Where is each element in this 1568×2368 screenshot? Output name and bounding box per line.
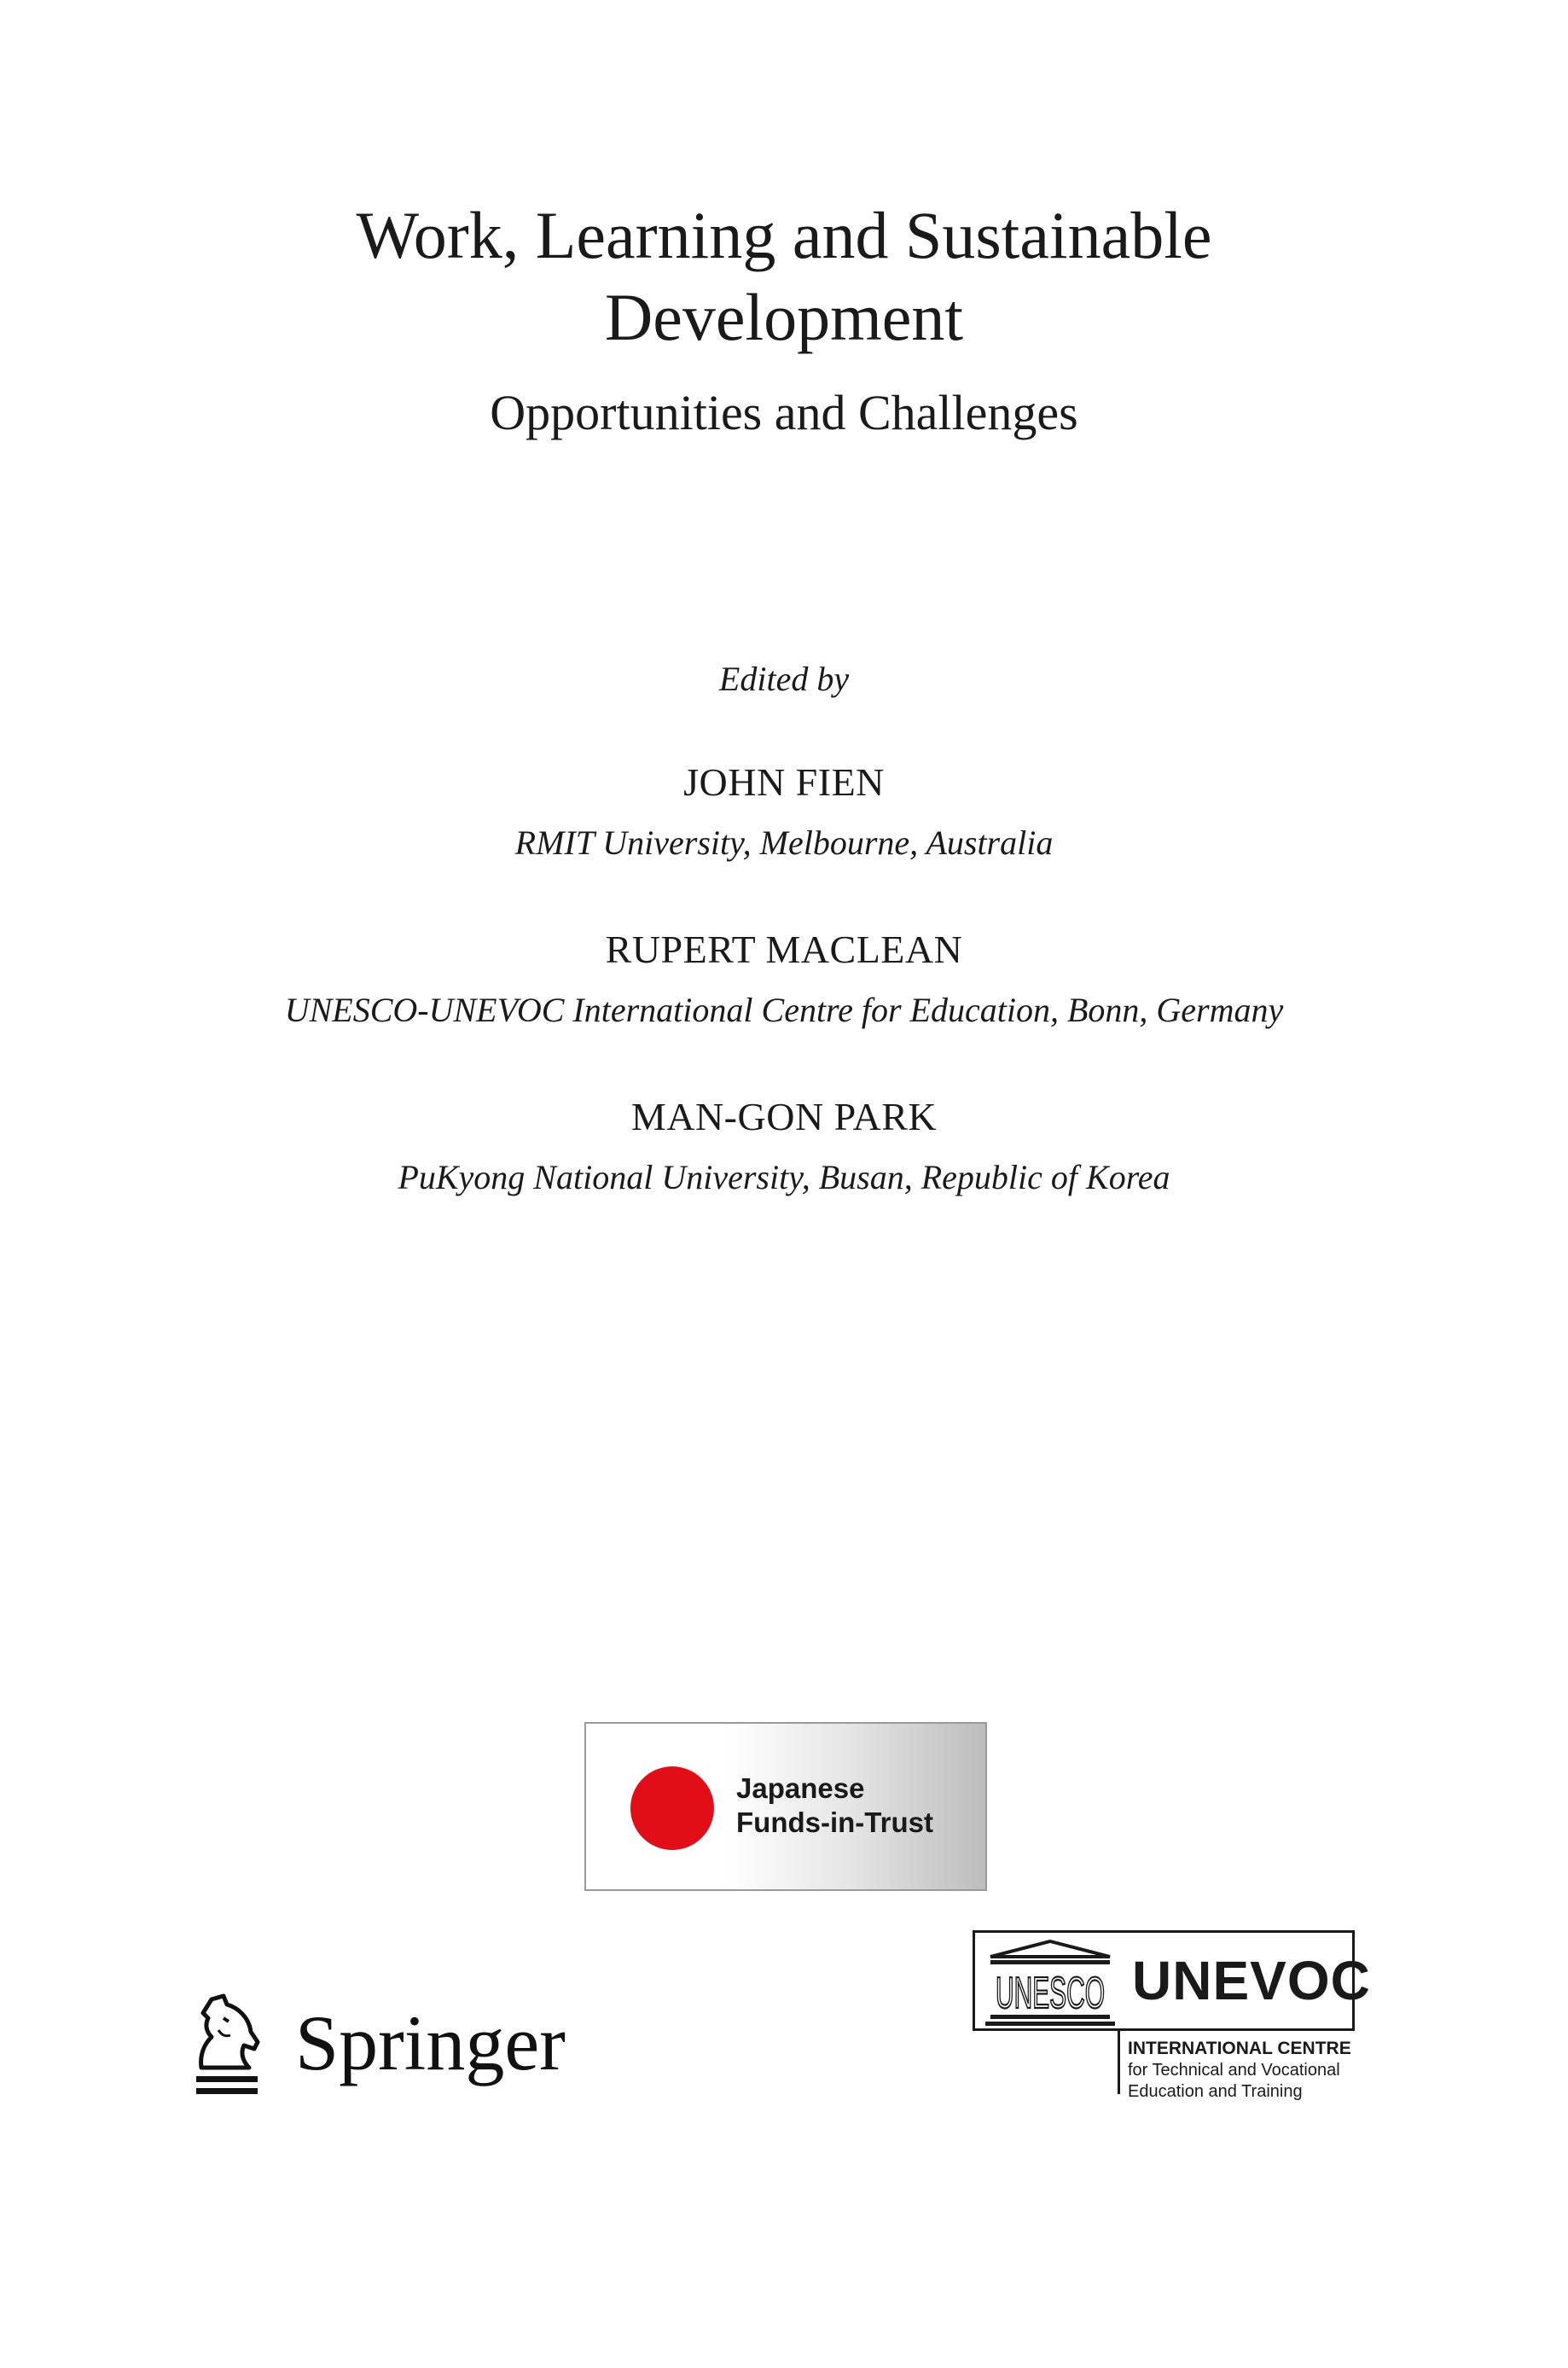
editor-name: JOHN FIEN	[683, 760, 885, 804]
springer-horse-icon	[186, 1993, 270, 2102]
japan-flag-circle-icon	[630, 1766, 714, 1850]
jfit-text	[736, 1772, 933, 1840]
unevoc-divider	[1118, 2031, 1120, 2094]
book-title-line-2: Development	[604, 280, 964, 354]
springer-logo	[186, 1993, 587, 2103]
unevoc-wordmark: UNEVOC	[1132, 1950, 1371, 2011]
unesco-temple-icon	[982, 1938, 1118, 2027]
editor-name: RUPERT MACLEAN	[605, 928, 963, 971]
book-title-line-1: Work, Learning and Sustainable	[356, 198, 1212, 272]
editor-affiliation: RMIT University, Melbourne, Australia	[514, 823, 1054, 862]
unevoc-subtitle	[1128, 2038, 1351, 2103]
unesco-temple-text: UNESCO	[996, 1969, 1105, 2018]
editor-name: MAN-GON PARK	[630, 1095, 938, 1138]
springer-wordmark: Springer	[295, 1999, 566, 2086]
unevoc-line-2: for Technical and Vocational	[1128, 2061, 1340, 2080]
japanese-funds-in-trust-logo	[584, 1722, 987, 1891]
unevoc-frame	[973, 1930, 1371, 2031]
editor-affiliation: PuKyong National University, Busan, Republic of Korea	[398, 1158, 1170, 1196]
unevoc-line-3: Education and Training	[1128, 2082, 1303, 2101]
book-subtitle: Opportunities and Challenges	[490, 385, 1078, 440]
book-title	[0, 195, 1568, 358]
unevoc-line-1: INTERNATIONAL CENTRE	[1128, 2039, 1351, 2058]
unesco-unevoc-logo	[973, 1930, 1371, 2101]
jfit-line-2: Funds-in-Trust	[736, 1807, 933, 1838]
editor-affiliation: UNESCO-UNEVOC International Centre for Education, Bonn, Germany	[284, 991, 1284, 1029]
jfit-line-1: Japanese	[736, 1772, 865, 1804]
edited-by-label: Edited by	[718, 660, 850, 698]
